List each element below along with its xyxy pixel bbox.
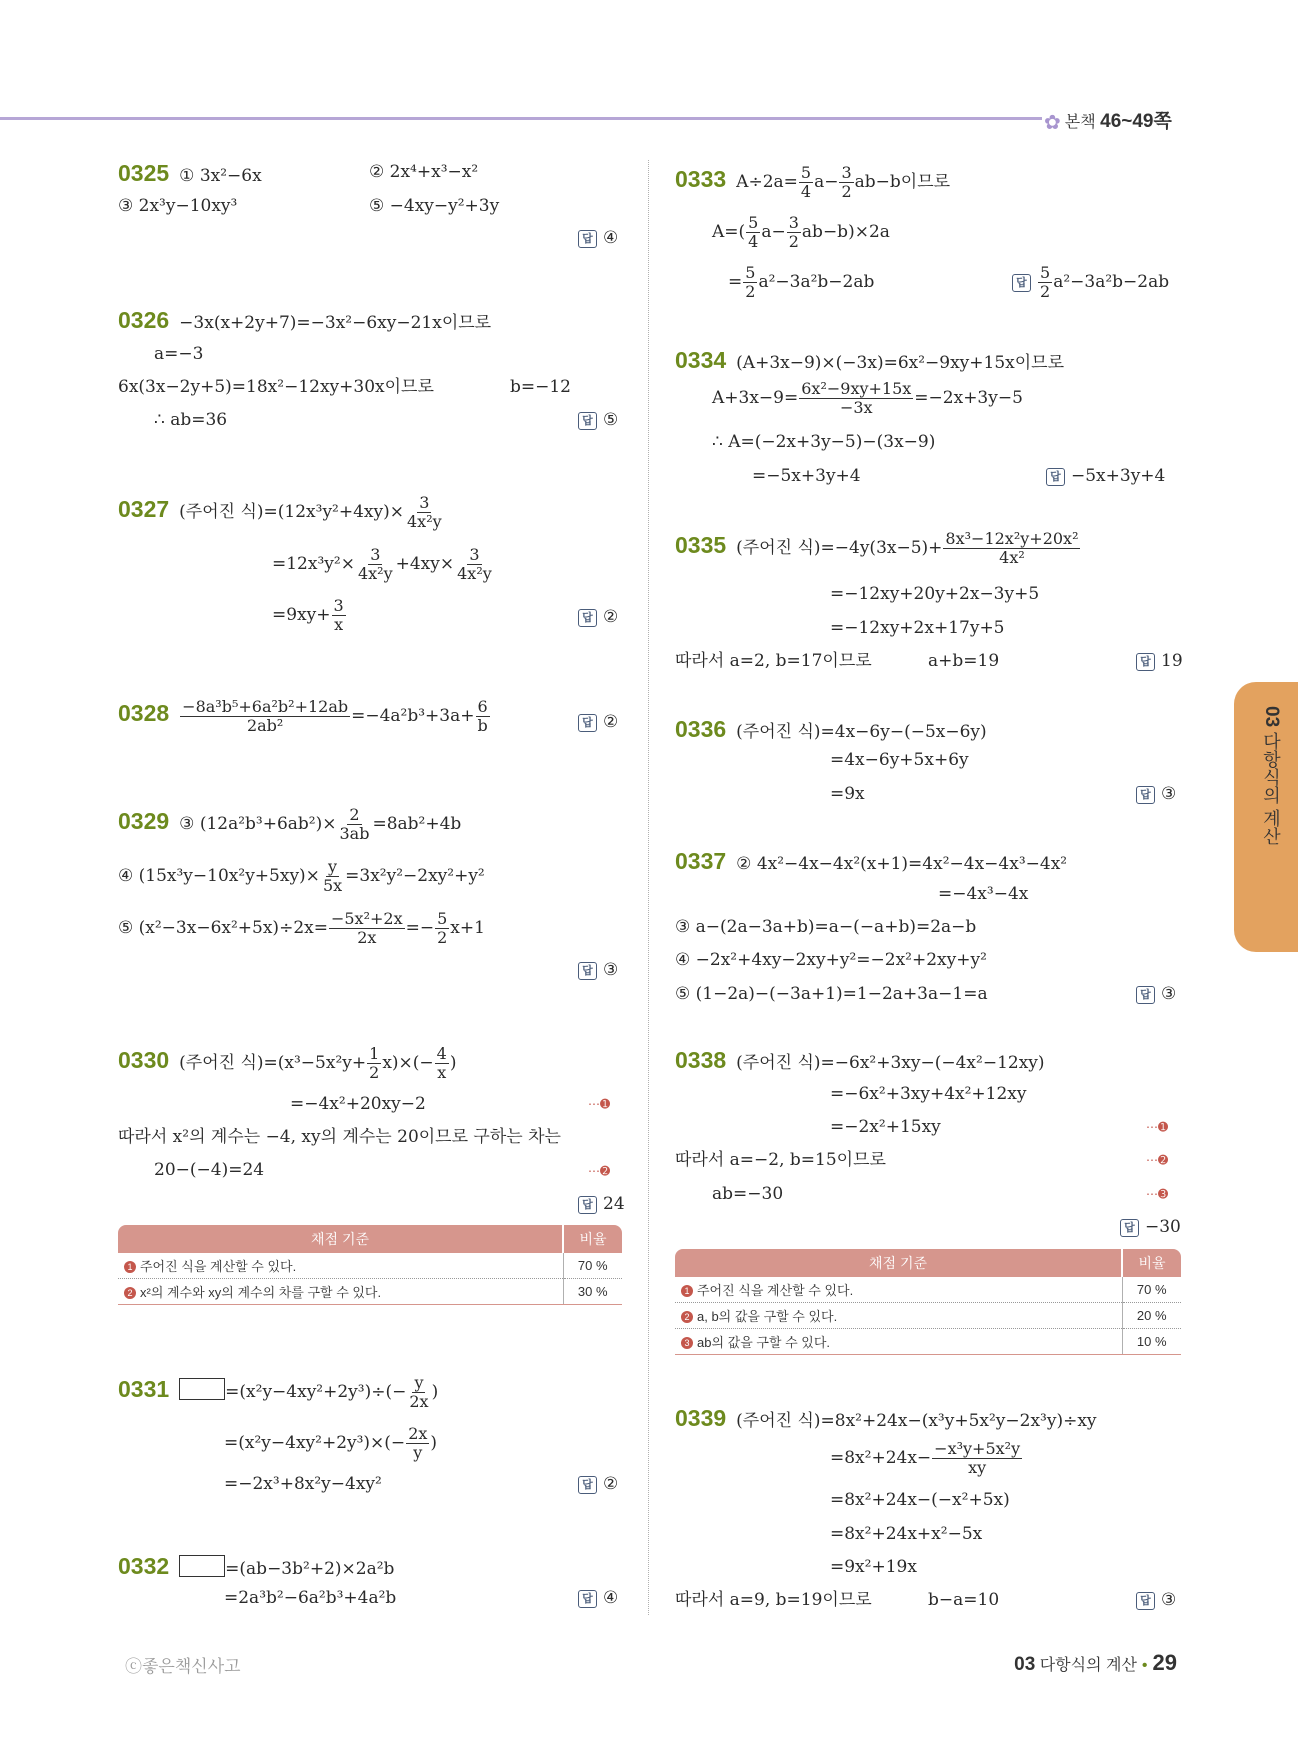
- publisher-credit: ⓒ좋은책신사고: [125, 1657, 241, 1676]
- solution-line: (주어진 식)=(12x³y²+4xy)×: [179, 501, 404, 522]
- fraction: $\frac{2}{3ab}$: [339, 805, 370, 843]
- book-reference: [1044, 106, 1172, 135]
- solution-line: 따라서 a=9, b=19이므로: [675, 1590, 872, 1610]
- column-divider: [648, 160, 649, 1615]
- fraction: $\frac{y}{5x}$: [322, 857, 343, 895]
- grading-table-right: [675, 1249, 1181, 1355]
- problem-number: 0331: [118, 1375, 170, 1402]
- answer-0339: [1136, 1590, 1176, 1611]
- solution-line: b−a=10: [928, 1590, 1000, 1610]
- solution-line: =−6x²+3xy+4x²+12xy: [830, 1084, 1027, 1104]
- solution-line: =−12xy+2x+17y+5: [830, 618, 1005, 638]
- solution-line: ∴ ab=36: [154, 410, 228, 430]
- answer-value: ②: [603, 607, 619, 627]
- header-rule: [0, 117, 1042, 120]
- answer-icon: 답: [1136, 786, 1155, 804]
- solution-line: =8x²+24x−(−x²+5x): [830, 1490, 1010, 1510]
- criteria-header: 채점 기준: [675, 1249, 1122, 1277]
- solution-line: a+b=19: [928, 651, 1000, 671]
- ratio-header: 비율: [563, 1225, 622, 1253]
- answer-0331: [578, 1474, 618, 1495]
- problem-number: 0332: [118, 1553, 170, 1579]
- answer-0332: [578, 1588, 618, 1609]
- answer-0333: [1012, 264, 1169, 301]
- solution-line: = $\frac{5}{2}$ a²−3a²b−2ab: [728, 263, 875, 301]
- problem-0338: 0338 (주어진 식)=−6x²+3xy−(−4x²−12xy): [675, 1047, 1045, 1073]
- fraction: $\frac{3}{\text{4x²y}}$: [457, 545, 492, 583]
- answer-value: ⑤: [603, 410, 619, 430]
- solution-line: =2a³b²−6a²b³+4a²b: [224, 1588, 397, 1608]
- fraction: $\frac{4}{x}$: [436, 1044, 447, 1082]
- solution-line: ③ a−(2a−3a+b)=a−(−a+b)=2a−b: [675, 917, 977, 937]
- footer-chapter-num: 03: [1014, 1654, 1036, 1675]
- solution-line: =−5x+3y+4: [752, 466, 861, 486]
- answer-0326: [578, 410, 618, 431]
- problem-0335: 0335 (주어진 식)=−4y(3x−5)+ $\frac{\text{8x³−12x²y+20x²}}{\text{4x²}}$: [675, 529, 1079, 567]
- problem-0328: 0328 $\frac{\text{−8a³b⁵+6a²b²+12ab}}{\text{2ab²}}$ =−4a²b³+3a+ $\frac{6}{b}$: [118, 697, 488, 735]
- answer-icon: 답: [578, 412, 597, 430]
- answer-0330: [578, 1194, 625, 1215]
- criteria-header: 채점 기준: [118, 1225, 563, 1253]
- problem-number: 0337: [675, 848, 727, 874]
- answer-value: ③: [603, 960, 619, 980]
- problem-number: 0335: [675, 531, 727, 558]
- chapter-side-tab: [1234, 682, 1298, 952]
- problem-number: 0339: [675, 1405, 727, 1431]
- problem-0330: 0330 (주어진 식)=(x³−5x²y+ $\frac{1}{2}$ x)×(− $\frac{4}{x}$ ): [118, 1044, 457, 1082]
- problem-0326: [118, 306, 491, 335]
- solution-line: ④ −2x²+4xy−2xy+y²=−2x²+2xy+y²: [675, 950, 987, 970]
- answer-icon: 답: [578, 714, 597, 732]
- solution-line: =8x²+24x− $\frac{\text{−x³y+5x²y}}{xy}$: [830, 1439, 1021, 1477]
- problem-0331: 0331 =(x²y−4xy²+2y³)÷(− $\frac{y}{2x}$ ): [118, 1373, 439, 1411]
- solution-line: =12x³y²× $\frac{3}{\text{4x²y}}$ +4xy× $\frac{3}{\text{4x²y}}$: [272, 545, 492, 583]
- side-tab-label: 다항식의 계산: [1261, 732, 1281, 846]
- page-number: 29: [1152, 1650, 1177, 1675]
- fraction: $\frac{\text{−5x²+2x}}{2x}$: [330, 909, 403, 947]
- step-marker-2: ⋯➋: [1146, 1153, 1169, 1167]
- solution-line: a=−3: [154, 344, 204, 364]
- answer-0334: [1046, 466, 1165, 487]
- fraction: $\frac{5}{4}$: [748, 213, 759, 251]
- fraction: $\frac{y}{2x}$: [409, 1373, 429, 1411]
- answer-icon: 답: [578, 609, 597, 627]
- table-row: 2 x²의 계수와 xy의 계수의 차를 구할 수 있다. 30 %: [118, 1279, 622, 1305]
- fraction: $\frac{3}{2}$: [788, 213, 799, 251]
- answer-value: 24: [603, 1194, 625, 1214]
- choice-1: ① 3x²−6x: [179, 166, 262, 186]
- page-footer: [1014, 1650, 1177, 1676]
- solution-line: =(x²y−4xy²+2y³)×(− $\frac{2x}{y}$ ): [224, 1424, 438, 1462]
- solution-line: −3x(x+2y+7)=−3x²−6xy−21x이므로: [179, 313, 492, 333]
- fraction: $\frac{\text{−x³y+5x²y}}{xy}$: [934, 1439, 1021, 1477]
- solution-line: ⑤ (x²−3x−6x²+5x)÷2x= $\frac{\text{−5x²+2x}}{2x}$ =− $\frac{5}{2}$ x+1: [118, 909, 485, 947]
- fraction: $\frac{\text{6x²−9xy+15x}}{-3x}$: [801, 379, 912, 417]
- fraction: $\frac{2x}{y}$: [408, 1424, 428, 1462]
- solution-line: =4x−6y+5x+6y: [830, 750, 969, 770]
- solution-line: ab=−30: [712, 1184, 784, 1204]
- answer-value: −30: [1145, 1217, 1181, 1237]
- table-row: 1 주어진 식을 계산할 수 있다. 70 %: [118, 1253, 622, 1279]
- answer-value: ③: [1161, 784, 1177, 804]
- answer-icon: 답: [1046, 468, 1065, 486]
- solution-line: =−2x²+15xy: [830, 1117, 941, 1137]
- problem-number: 0338: [675, 1047, 727, 1073]
- side-tab-num: 03: [1261, 706, 1282, 728]
- fraction: $\frac{5}{2}$: [1040, 263, 1051, 301]
- answer-value: ③: [1161, 1590, 1177, 1610]
- fraction: $\frac{5}{2}$: [437, 909, 448, 947]
- choice-2: ② 2x⁴+x³−x²: [369, 162, 479, 182]
- fraction: $\frac{\text{−8a³b⁵+6a²b²+12ab}}{\text{2ab²}}$: [182, 697, 349, 735]
- solution-line: 따라서 x²의 계수는 −4, xy의 계수는 20이므로 구하는 차는: [118, 1127, 561, 1147]
- solution-line: 20−(−4)=24: [154, 1160, 265, 1180]
- answer-0337: [1136, 984, 1176, 1005]
- solution-line: A=( $\frac{5}{4}$ a− $\frac{3}{2}$ ab−b)×2a: [712, 213, 890, 251]
- answer-0325: [578, 228, 618, 249]
- solution-line: A+3x−9= $\frac{\text{6x²−9xy+15x}}{-3x}$ =−2x+3y−5: [712, 379, 1023, 417]
- solution-line: 6x(3x−2y+5)=18x²−12xy+30x이므로: [118, 377, 434, 397]
- problem-0337: 0337 ② 4x²−4x−4x²(x+1)=4x²−4x−4x³−4x²: [675, 848, 1068, 874]
- problem-0333: 0333 A÷2a= $\frac{5}{4}$ a− $\frac{3}{2}$ ab−b이므로: [675, 163, 951, 201]
- bullet-icon: •: [1141, 1657, 1148, 1674]
- problem-0334: 0334 (A+3x−9)×(−3x)=6x²−9xy+15x이므로: [675, 347, 1065, 373]
- problem-number: 0334: [675, 347, 727, 373]
- fraction: $\frac{3}{2}$: [841, 163, 852, 201]
- grading-table-left: [118, 1225, 622, 1305]
- problem-number: 0325: [118, 160, 170, 186]
- problem-number: 0330: [118, 1046, 170, 1073]
- footer-chapter: 다항식의 계산: [1039, 1657, 1137, 1674]
- ref-label: 본책: [1064, 114, 1096, 131]
- solution-line: b=−12: [510, 377, 572, 397]
- answer-value: 19: [1161, 651, 1183, 671]
- problem-number: 0328: [118, 699, 170, 726]
- problem-number: 0326: [118, 307, 170, 333]
- table-row: 2 a, b의 값을 구할 수 있다. 20 %: [675, 1303, 1181, 1329]
- solution-line: =−12xy+20y+2x−3y+5: [830, 584, 1040, 604]
- answer-value: −5x+3y+4: [1071, 466, 1166, 486]
- solution-line: 따라서 a=−2, b=15이므로: [675, 1150, 886, 1170]
- solution-line: =−2x³+8x²y−4xy²: [224, 1474, 382, 1494]
- answer-icon: 답: [578, 1196, 597, 1214]
- answer-icon: 답: [578, 1476, 597, 1494]
- blank-box: [179, 1378, 225, 1400]
- problem-number: 0336: [675, 716, 727, 742]
- table-row: 3 ab의 값을 구할 수 있다. 10 %: [675, 1329, 1181, 1355]
- solution-line: =−4x³−4x: [938, 884, 1029, 904]
- answer-value: ④: [603, 1588, 619, 1608]
- problem-0327: [118, 494, 445, 531]
- choice-5: ⑤ −4xy−y²+3y: [369, 196, 500, 216]
- problem-0329: 0329 ③ (12a²b³+6ab²)× $\frac{2}{3ab}$ =8ab²+4b: [118, 805, 462, 843]
- answer-icon: 답: [578, 962, 597, 980]
- answer-icon: 답: [1120, 1219, 1139, 1237]
- problem-number: 0327: [118, 495, 170, 522]
- answer-icon: 답: [1012, 274, 1031, 292]
- solution-line: 따라서 a=2, b=17이므로: [675, 651, 872, 671]
- choice-3: ③ 2x³y−10xy³: [118, 196, 238, 216]
- answer-value: ②: [603, 1474, 619, 1494]
- problem-0336: 0336 (주어진 식)=4x−6y−(−5x−6y): [675, 716, 987, 742]
- answer-0336: [1136, 784, 1176, 805]
- solution-line: ⑤ (1−2a)−(−3a+1)=1−2a+3a−1=a: [675, 984, 988, 1004]
- answer-value: ④: [603, 228, 619, 248]
- ref-pages: 46~49쪽: [1100, 111, 1172, 132]
- solution-line: =8x²+24x+x²−5x: [830, 1524, 983, 1544]
- solution-line: ∴ A=(−2x+3y−5)−(3x−9): [712, 432, 936, 452]
- solution-line: ④ (15x³y−10x²y+5xy)× $\frac{y}{5x}$ =3x²y²−2xy²+y²: [118, 857, 485, 895]
- answer-value: ③: [1161, 984, 1177, 1004]
- answer-icon: 답: [578, 230, 597, 248]
- solution-line: =9xy+ $\frac{3}{x}$: [272, 596, 344, 634]
- step-marker-2: ⋯➋: [588, 1164, 611, 1178]
- fraction: $\frac{3}{\text{4x²y}}$: [407, 493, 442, 531]
- problem-number: 0329: [118, 807, 170, 834]
- answer-icon: 답: [578, 1590, 597, 1608]
- blank-box: [179, 1555, 225, 1577]
- answer-0328: [578, 712, 618, 733]
- answer-value: ②: [603, 712, 619, 732]
- problem-0339: 0339 (주어진 식)=8x²+24x−(x³y+5x²y−2x³y)÷xy: [675, 1405, 1097, 1431]
- answer-0338: [1120, 1217, 1181, 1238]
- solution-line: =9x²+19x: [830, 1557, 917, 1577]
- fraction: $\frac{1}{2}$: [369, 1044, 380, 1082]
- solution-line: =−4x²+20xy−2: [290, 1094, 426, 1114]
- answer-icon: 답: [1136, 1592, 1155, 1610]
- fraction: $\frac{3}{x}$: [333, 596, 344, 634]
- step-marker-1: ⋯➊: [1146, 1120, 1169, 1134]
- answer-0329: [578, 960, 618, 981]
- fraction: $\frac{6}{b}$: [477, 697, 488, 735]
- answer-0327: [578, 607, 618, 628]
- answer-value: a²−3a²b−2ab: [1053, 271, 1170, 292]
- answer-icon: 답: [1136, 986, 1155, 1004]
- ratio-header: 비율: [1122, 1249, 1181, 1277]
- answer-0335: [1136, 651, 1183, 672]
- problem-0332: 0332 =(ab−3b²+2)×2a²b: [118, 1553, 395, 1579]
- fraction: $\frac{5}{2}$: [745, 263, 756, 301]
- step-marker-3: ⋯➌: [1146, 1187, 1169, 1201]
- answer-icon: 답: [1136, 653, 1155, 671]
- problem-number: 0333: [675, 165, 727, 192]
- fraction: $\frac{3}{\text{4x²y}}$: [357, 545, 393, 583]
- step-marker-1: ⋯➊: [588, 1097, 611, 1111]
- solution-line: =9x: [830, 784, 865, 804]
- problem-0325: [118, 159, 262, 188]
- fraction: $\frac{5}{4}$: [800, 163, 812, 201]
- flower-icon: ✿: [1044, 112, 1061, 134]
- table-row: 1 주어진 식을 계산할 수 있다. 70 %: [675, 1277, 1181, 1303]
- fraction: $\frac{\text{8x³−12x²y+20x²}}{\text{4x²}}$: [945, 529, 1079, 567]
